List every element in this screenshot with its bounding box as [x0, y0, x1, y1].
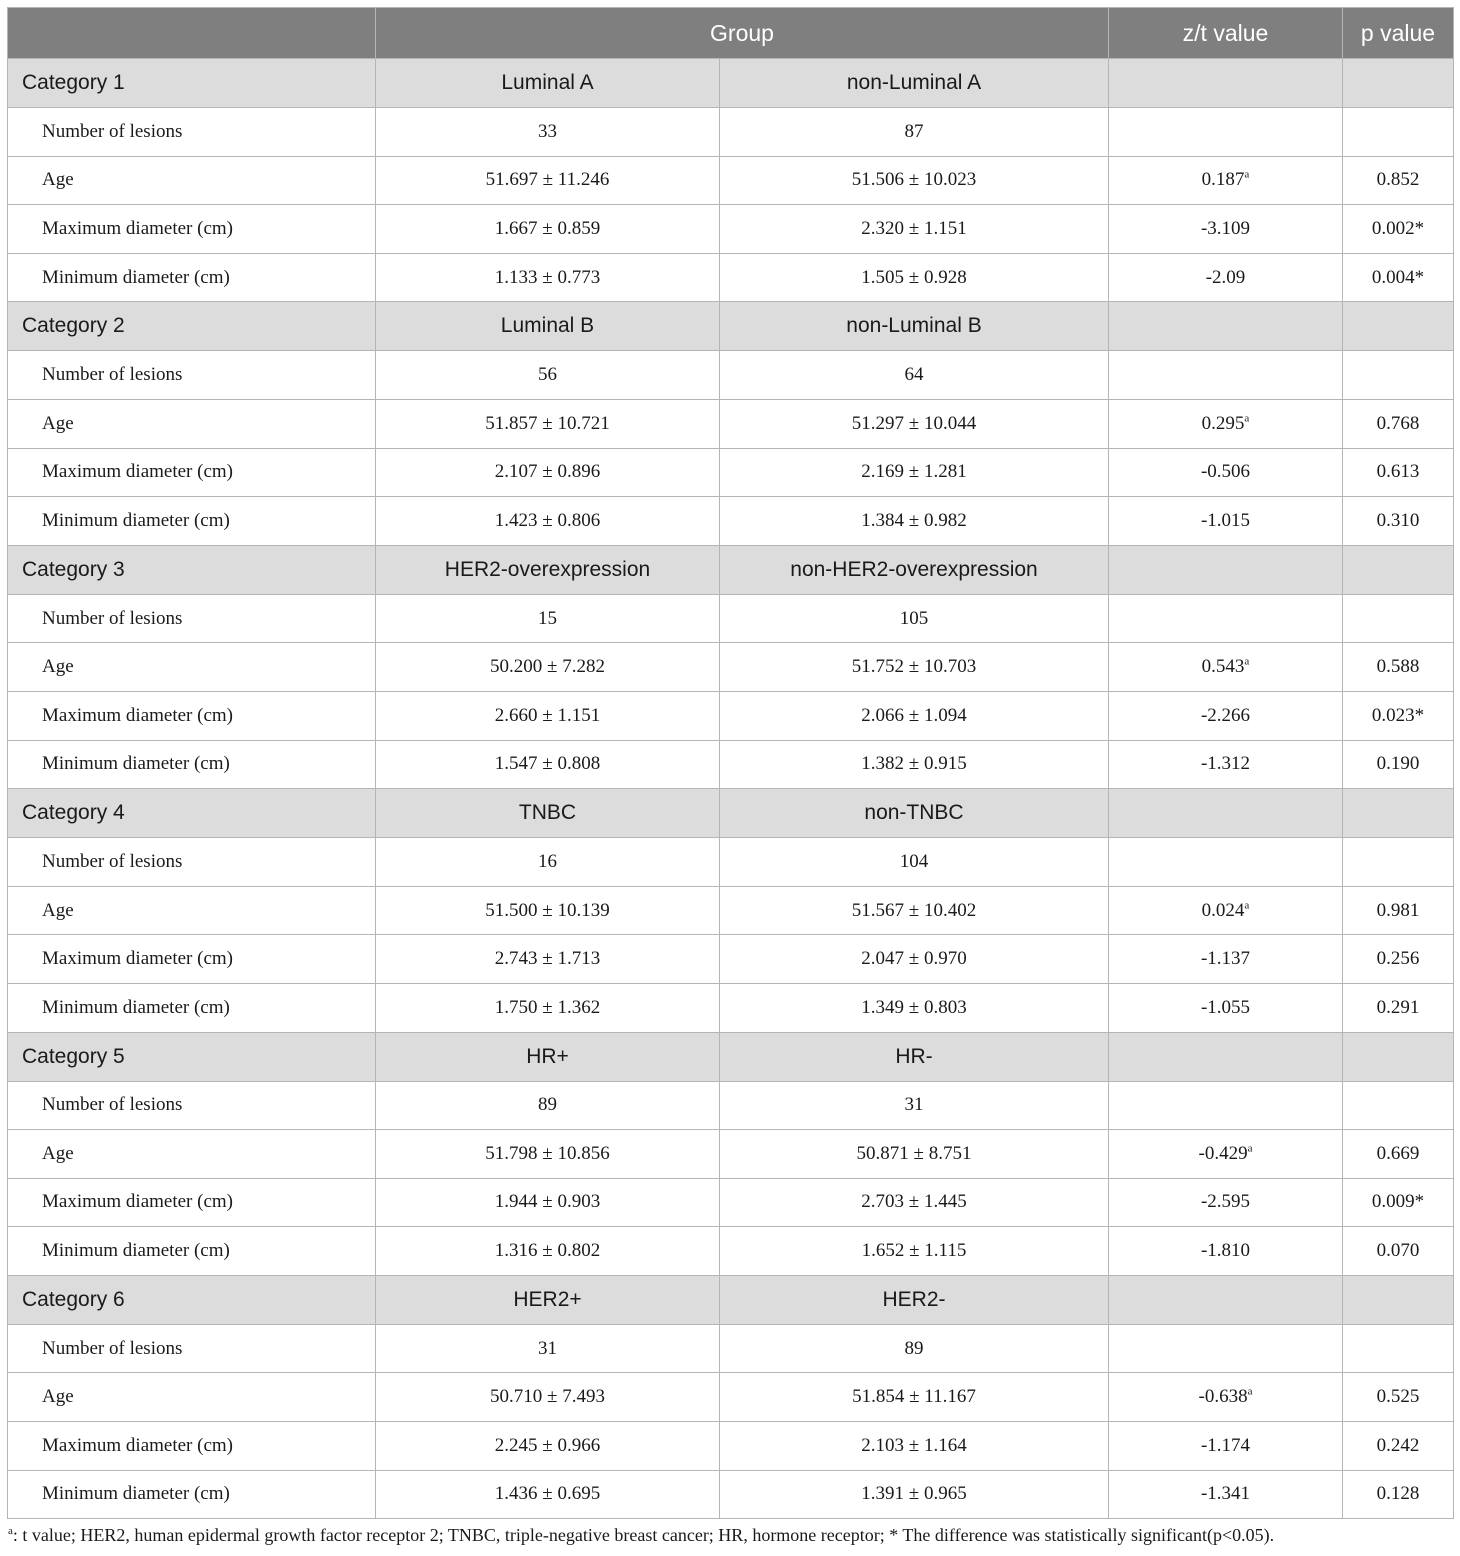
table-row: [8, 399, 1454, 448]
row-label: Minimum diameter (cm): [8, 497, 376, 546]
group-1-value: 33: [376, 108, 720, 157]
category-label: Category 2: [8, 302, 376, 351]
row-label: Maximum diameter (cm): [8, 1422, 376, 1471]
zt-value: [1109, 740, 1343, 789]
results-table-container: [7, 7, 1453, 1519]
zt-value-text: -2.266: [1200, 704, 1251, 726]
table-row: [8, 594, 1454, 643]
table-row: [8, 205, 1454, 254]
category-zt-empty: [1109, 1032, 1343, 1081]
group-2-name: HR-: [720, 1032, 1109, 1081]
category-p-empty: [1343, 59, 1454, 108]
row-label: Age: [8, 156, 376, 205]
group-1-name: HER2+: [376, 1275, 720, 1324]
group-2-value: 2.047 ± 0.970: [720, 935, 1109, 984]
category-label: Category 5: [8, 1032, 376, 1081]
zt-value-text: -1.055: [1200, 996, 1251, 1018]
table-row: [8, 983, 1454, 1032]
category-zt-empty: [1109, 789, 1343, 838]
zt-value: [1109, 351, 1343, 400]
zt-value: [1109, 1178, 1343, 1227]
row-label: Minimum diameter (cm): [8, 983, 376, 1032]
table-row: [8, 448, 1454, 497]
row-label: Maximum diameter (cm): [8, 691, 376, 740]
table-row: [8, 886, 1454, 935]
p-value: 0.852: [1343, 156, 1454, 205]
group-2-value: 1.652 ± 1.115: [720, 1227, 1109, 1276]
table-row: [8, 1081, 1454, 1130]
group-1-value: 56: [376, 351, 720, 400]
group-2-value: 50.871 ± 8.751: [720, 1130, 1109, 1179]
category-label: Category 4: [8, 789, 376, 838]
group-2-value: 2.066 ± 1.094: [720, 691, 1109, 740]
table-row: [8, 691, 1454, 740]
row-label: Minimum diameter (cm): [8, 1227, 376, 1276]
group-2-value: 51.297 ± 10.044: [720, 399, 1109, 448]
table-row: [8, 253, 1454, 302]
table-row: [8, 108, 1454, 157]
row-label: Age: [8, 1373, 376, 1422]
group-1-value: 1.436 ± 0.695: [376, 1470, 720, 1519]
p-value: [1343, 351, 1454, 400]
zt-value: [1109, 497, 1343, 546]
p-value: 0.669: [1343, 1130, 1454, 1179]
group-2-value: 2.169 ± 1.281: [720, 448, 1109, 497]
row-label: Age: [8, 886, 376, 935]
group-1-value: 51.697 ± 11.246: [376, 156, 720, 205]
group-2-value: 64: [720, 351, 1109, 400]
group-1-name: TNBC: [376, 789, 720, 838]
row-label: Maximum diameter (cm): [8, 448, 376, 497]
zt-value-text: -1.312: [1200, 753, 1251, 775]
p-value: [1343, 594, 1454, 643]
group-1-name: HER2-overexpression: [376, 545, 720, 594]
category-label: Category 6: [8, 1275, 376, 1324]
p-value: [1343, 108, 1454, 157]
results-table: [7, 7, 1454, 1519]
header-group: Group: [376, 8, 1109, 59]
p-value: 0.256: [1343, 935, 1454, 984]
p-value: 0.009*: [1343, 1178, 1454, 1227]
category-zt-empty: [1109, 1275, 1343, 1324]
group-1-value: 51.798 ± 10.856: [376, 1130, 720, 1179]
zt-value-text: -0.429: [1198, 1142, 1248, 1164]
zt-value: [1109, 594, 1343, 643]
zt-value: [1109, 253, 1343, 302]
category-p-empty: [1343, 1275, 1454, 1324]
p-value: 0.613: [1343, 448, 1454, 497]
zt-value: [1109, 156, 1343, 205]
group-2-name: HER2-: [720, 1275, 1109, 1324]
table-row: [8, 497, 1454, 546]
group-2-value: 105: [720, 594, 1109, 643]
header-empty-cell: [8, 8, 376, 59]
category-p-empty: [1343, 302, 1454, 351]
zt-value-superscript: a: [1247, 1142, 1253, 1155]
p-value: 0.242: [1343, 1422, 1454, 1471]
group-2-value: 1.349 ± 0.803: [720, 983, 1109, 1032]
row-label: Age: [8, 399, 376, 448]
p-value: [1343, 1324, 1454, 1373]
zt-value: [1109, 643, 1343, 692]
category-row: [8, 545, 1454, 594]
group-2-name: non-Luminal B: [720, 302, 1109, 351]
row-label: Number of lesions: [8, 594, 376, 643]
zt-value: [1109, 399, 1343, 448]
zt-value-text: 0.024: [1201, 899, 1245, 921]
p-value: [1343, 1081, 1454, 1130]
zt-value-text: -1.174: [1200, 1434, 1251, 1456]
category-row: [8, 59, 1454, 108]
zt-value: [1109, 1422, 1343, 1471]
zt-value-text: -1.341: [1200, 1483, 1251, 1505]
row-label: Minimum diameter (cm): [8, 253, 376, 302]
row-label: Maximum diameter (cm): [8, 205, 376, 254]
group-2-value: 87: [720, 108, 1109, 157]
group-1-value: 1.423 ± 0.806: [376, 497, 720, 546]
row-label: Age: [8, 1130, 376, 1179]
table-row: [8, 740, 1454, 789]
category-p-empty: [1343, 1032, 1454, 1081]
row-label: Minimum diameter (cm): [8, 740, 376, 789]
p-value: 0.310: [1343, 497, 1454, 546]
p-value: 0.190: [1343, 740, 1454, 789]
group-2-value: 31: [720, 1081, 1109, 1130]
p-value: 0.981: [1343, 886, 1454, 935]
group-1-value: 51.857 ± 10.721: [376, 399, 720, 448]
group-1-value: 50.710 ± 7.493: [376, 1373, 720, 1422]
header-p-value: p value: [1343, 8, 1454, 59]
zt-value-text: -2.595: [1200, 1191, 1251, 1213]
zt-value-superscript: a: [1244, 169, 1250, 182]
group-1-name: Luminal A: [376, 59, 720, 108]
zt-value: [1109, 108, 1343, 157]
category-row: [8, 1275, 1454, 1324]
table-footnote: [8, 1525, 1454, 1546]
group-1-value: 51.500 ± 10.139: [376, 886, 720, 935]
group-2-value: 104: [720, 838, 1109, 887]
group-2-value: 51.854 ± 11.167: [720, 1373, 1109, 1422]
table-row: [8, 1324, 1454, 1373]
group-1-value: 2.245 ± 0.966: [376, 1422, 720, 1471]
group-1-value: 16: [376, 838, 720, 887]
group-1-value: 1.133 ± 0.773: [376, 253, 720, 302]
zt-value: [1109, 838, 1343, 887]
group-1-value: 1.944 ± 0.903: [376, 1178, 720, 1227]
group-2-value: 51.567 ± 10.402: [720, 886, 1109, 935]
table-row: [8, 1373, 1454, 1422]
zt-value: [1109, 448, 1343, 497]
zt-value: [1109, 1081, 1343, 1130]
category-zt-empty: [1109, 545, 1343, 594]
row-label: Number of lesions: [8, 838, 376, 887]
p-value: 0.525: [1343, 1373, 1454, 1422]
group-1-name: HR+: [376, 1032, 720, 1081]
category-zt-empty: [1109, 302, 1343, 351]
p-value: 0.002*: [1343, 205, 1454, 254]
table-row: [8, 838, 1454, 887]
group-1-value: 2.107 ± 0.896: [376, 448, 720, 497]
zt-value-text: -3.109: [1200, 217, 1251, 239]
group-1-value: 31: [376, 1324, 720, 1373]
table-row: [8, 156, 1454, 205]
category-p-empty: [1343, 545, 1454, 594]
table-row: [8, 935, 1454, 984]
zt-value: [1109, 1373, 1343, 1422]
group-1-value: 1.547 ± 0.808: [376, 740, 720, 789]
zt-value-superscript: a: [1247, 1385, 1253, 1398]
zt-value-text: 0.187: [1201, 169, 1245, 191]
group-2-value: 1.382 ± 0.915: [720, 740, 1109, 789]
p-value: 0.588: [1343, 643, 1454, 692]
row-label: Maximum diameter (cm): [8, 1178, 376, 1227]
category-label: Category 3: [8, 545, 376, 594]
zt-value-superscript: a: [1244, 655, 1250, 668]
row-label: Number of lesions: [8, 1324, 376, 1373]
p-value: 0.070: [1343, 1227, 1454, 1276]
row-label: Number of lesions: [8, 108, 376, 157]
row-label: Maximum diameter (cm): [8, 935, 376, 984]
group-1-name: Luminal B: [376, 302, 720, 351]
row-label: Minimum diameter (cm): [8, 1470, 376, 1519]
zt-value: [1109, 1470, 1343, 1519]
zt-value: [1109, 886, 1343, 935]
row-label: Age: [8, 643, 376, 692]
group-2-value: 89: [720, 1324, 1109, 1373]
group-2-value: 1.384 ± 0.982: [720, 497, 1109, 546]
zt-value-superscript: a: [1244, 899, 1250, 912]
category-row: [8, 302, 1454, 351]
group-2-name: non-Luminal A: [720, 59, 1109, 108]
category-label: Category 1: [8, 59, 376, 108]
group-1-value: 1.667 ± 0.859: [376, 205, 720, 254]
zt-value: [1109, 691, 1343, 740]
group-1-value: 2.660 ± 1.151: [376, 691, 720, 740]
group-2-value: 1.505 ± 0.928: [720, 253, 1109, 302]
header-zt-value: z/t value: [1109, 8, 1343, 59]
zt-value-text: -2.09: [1205, 266, 1246, 288]
zt-value-text: 0.543: [1201, 656, 1245, 678]
zt-value: [1109, 1227, 1343, 1276]
zt-value: [1109, 935, 1343, 984]
zt-value-text: -1.137: [1200, 948, 1251, 970]
zt-value-text: -0.638: [1198, 1386, 1248, 1408]
p-value: 0.004*: [1343, 253, 1454, 302]
zt-value-text: -1.810: [1200, 1240, 1251, 1262]
footnote-text: : t value; HER2, human epidermal growth factor receptor 2; TNBC, triple-negative breast cancer; HR, hormone receptor; * The difference was statistically significant(p<0.05).: [12, 1525, 1275, 1545]
table-row: [8, 1178, 1454, 1227]
table-row: [8, 643, 1454, 692]
group-1-value: 50.200 ± 7.282: [376, 643, 720, 692]
group-1-value: 1.316 ± 0.802: [376, 1227, 720, 1276]
p-value: [1343, 838, 1454, 887]
category-row: [8, 789, 1454, 838]
table-row: [8, 351, 1454, 400]
p-value: 0.023*: [1343, 691, 1454, 740]
zt-value: [1109, 205, 1343, 254]
group-2-value: 2.703 ± 1.445: [720, 1178, 1109, 1227]
group-2-name: non-TNBC: [720, 789, 1109, 838]
row-label: Number of lesions: [8, 351, 376, 400]
table-row: [8, 1470, 1454, 1519]
category-p-empty: [1343, 789, 1454, 838]
group-2-value: 51.752 ± 10.703: [720, 643, 1109, 692]
group-2-value: 2.320 ± 1.151: [720, 205, 1109, 254]
zt-value-superscript: a: [1244, 412, 1250, 425]
group-1-value: 1.750 ± 1.362: [376, 983, 720, 1032]
group-2-name: non-HER2-overexpression: [720, 545, 1109, 594]
group-2-value: 51.506 ± 10.023: [720, 156, 1109, 205]
table-row: [8, 1422, 1454, 1471]
group-2-value: 1.391 ± 0.965: [720, 1470, 1109, 1519]
table-row: [8, 1130, 1454, 1179]
zt-value: [1109, 1324, 1343, 1373]
group-1-value: 15: [376, 594, 720, 643]
p-value: 0.768: [1343, 399, 1454, 448]
p-value: 0.128: [1343, 1470, 1454, 1519]
table-body: [8, 59, 1454, 1519]
group-1-value: 2.743 ± 1.713: [376, 935, 720, 984]
zt-value: [1109, 983, 1343, 1032]
group-1-value: 89: [376, 1081, 720, 1130]
zt-value: [1109, 1130, 1343, 1179]
category-zt-empty: [1109, 59, 1343, 108]
p-value: 0.291: [1343, 983, 1454, 1032]
zt-value-text: -0.506: [1200, 461, 1251, 483]
row-label: Number of lesions: [8, 1081, 376, 1130]
category-row: [8, 1032, 1454, 1081]
zt-value-text: -1.015: [1200, 509, 1251, 531]
table-row: [8, 1227, 1454, 1276]
zt-value-text: 0.295: [1201, 412, 1245, 434]
footnote-superscript: a: [8, 1525, 13, 1537]
table-header-row: [8, 8, 1454, 59]
group-2-value: 2.103 ± 1.164: [720, 1422, 1109, 1471]
